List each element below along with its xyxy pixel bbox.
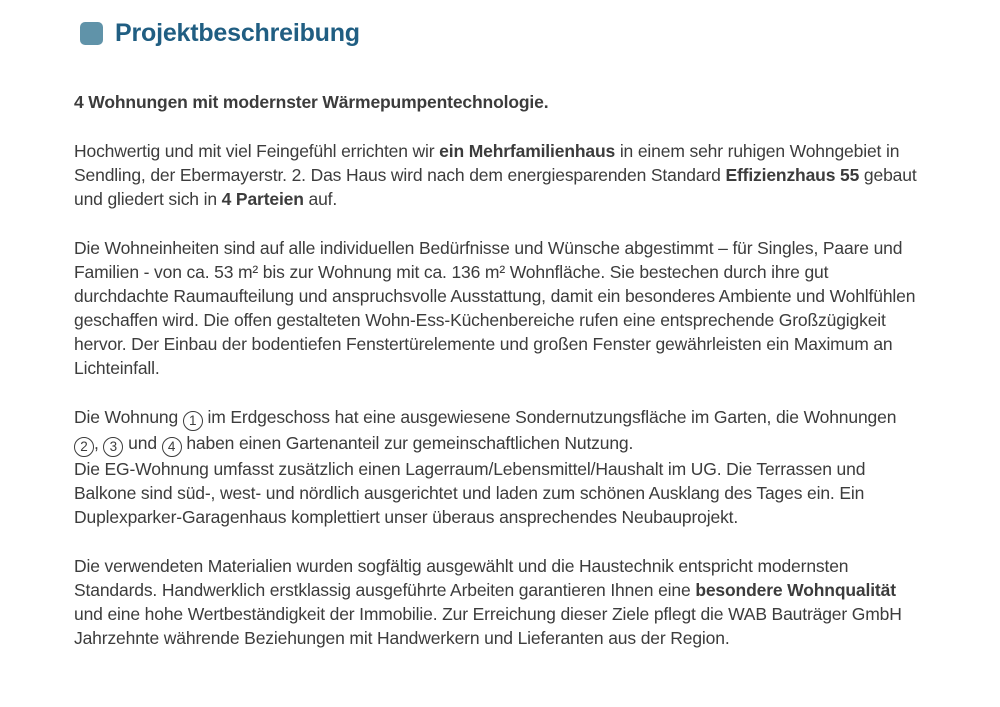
text-run: Hochwertig und mit viel Feingefühl errichten wir	[74, 141, 440, 161]
paragraph	[74, 236, 920, 380]
bold-text: 4 Parteien	[221, 189, 304, 209]
bold-text: Effizienzhaus 55	[725, 165, 860, 185]
text-run: auf.	[303, 189, 338, 209]
circled-number: 1	[183, 411, 203, 431]
circled-number: 4	[162, 437, 182, 457]
body-text	[74, 90, 920, 650]
intro-paragraph: 4 Wohnungen mit modernster Wärmepumpentechnologie.	[74, 92, 549, 112]
square-bullet-icon	[80, 22, 103, 45]
circled-number: 3	[103, 437, 123, 457]
body-paragraphs	[74, 139, 920, 650]
paragraph	[74, 405, 920, 529]
text-run: Die EG-Wohnung umfasst zusätzlich einen Lagerraum/Lebensmittel/Haushalt im UG. Die Terrassen und Balkone sind süd-, west- und nördlich ausgerichtet und laden zum schönen Ausklang des Tages ein. Ein Duplexparker-Garagenhaus komplettiert unser überaus ansprechendes Neubauprojekt.	[74, 459, 866, 527]
text-run: Die Wohnung	[74, 407, 183, 427]
text-run: und eine hohe Wertbeständigkeit der Immobilie. Zur Erreichung dieser Ziele pflegt die WAB Bauträger GmbH Jahrzehnte währende Beziehungen mit Handwerkern und Lieferanten aus der Region.	[74, 604, 902, 648]
page-title: Projektbeschreibung	[115, 19, 360, 47]
section-heading	[80, 18, 914, 48]
text-run: gebaut und gliedert sich in	[74, 165, 917, 209]
text-run: und	[123, 433, 162, 453]
paragraph	[74, 554, 920, 650]
bold-text: besondere Wohnqualität	[695, 580, 896, 600]
circled-number: 2	[74, 437, 94, 457]
text-run: in einem sehr ruhigen Wohngebiet in Sendling, der Ebermayerstr. 2. Das Haus wird nach dem energiesparenden Standard	[74, 141, 900, 185]
bold-text: ein Mehrfamilienhaus	[439, 141, 616, 161]
paragraph	[74, 139, 920, 211]
text-run: Die Wohneinheiten sind auf alle individuellen Bedürfnisse und Wünsche abgestimmt – für Singles, Paare und Familien - von ca. 53 m² bis zur Wohnung mit ca. 136 m² Wohnfläche. Sie bestechen durch ihre gut durchdachte Raumaufteilung und anspruchsvolle Ausstattung, damit ein besonderes Ambiente und Wohlfühlen geschaffen wird. Die offen gestalteten Wohn-Ess-Küchenbereiche rufen eine entsprechende Großzügigkeit hervor. Der Einbau der bodentiefen Fenstertürelemente und großen Fenster gewährleisten ein Maximum an Lichteinfall.	[74, 238, 916, 378]
text-run: ,	[94, 433, 104, 453]
text-run: Die verwendeten Materialien wurden sogfältig ausgewählt und die Haustechnik entspricht modernsten Standards. Handwerklich erstklassig ausgeführte Arbeiten garantieren Ihnen eine	[74, 556, 849, 600]
text-run: im Erdgeschoss hat eine ausgewiesene Sondernutzungsfläche im Garten, die Wohnungen	[202, 407, 897, 427]
text-run: haben einen Gartenanteil zur gemeinschaftlichen Nutzung.	[181, 433, 634, 453]
